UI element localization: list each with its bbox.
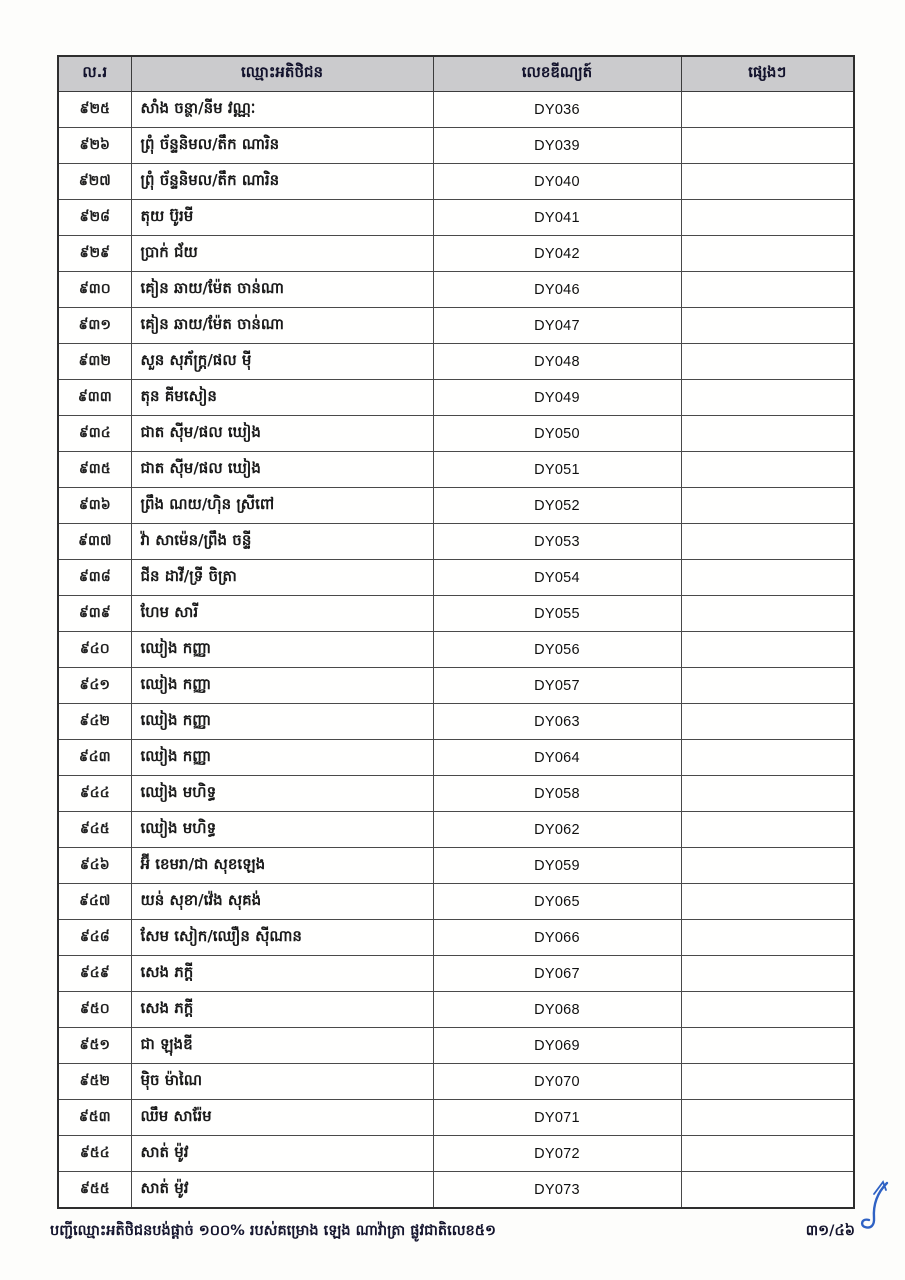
customer-name: សាត់ ម៉ូវ [131, 1136, 433, 1172]
row-number: ៩៤៧ [58, 884, 131, 920]
dy-code: DY068 [433, 992, 681, 1028]
remark-cell [681, 1172, 854, 1209]
page-footer [50, 1222, 855, 1243]
row-number: ៩៣៧ [58, 524, 131, 560]
dy-code: DY064 [433, 740, 681, 776]
customer-name: ជាត ស៊ីម/ផល ឃៀង [131, 452, 433, 488]
customer-name: ជា ឡុងឌី [131, 1028, 433, 1064]
dy-code: DY072 [433, 1136, 681, 1172]
table-row [58, 992, 854, 1028]
header-row [58, 56, 854, 92]
remark-cell [681, 704, 854, 740]
customer-name: ឈៀង កញ្ញា [131, 668, 433, 704]
dy-code: DY053 [433, 524, 681, 560]
row-number: ៩៣១ [58, 308, 131, 344]
table-row [58, 776, 854, 812]
customer-name: ជីន ដាវី/ទ្រី ចិត្រា [131, 560, 433, 596]
remark-cell [681, 380, 854, 416]
customer-name: វ៉ា សាម៉េន/ព្រឹង ចន្ទី [131, 524, 433, 560]
table-row [58, 488, 854, 524]
table-row [58, 704, 854, 740]
remark-cell [681, 92, 854, 128]
customer-name: ឈៀង កញ្ញា [131, 740, 433, 776]
row-number: ៩៤៦ [58, 848, 131, 884]
customer-name: អ៊ី ខេមរា/ជា សុខឡេង [131, 848, 433, 884]
customer-name: ព្រុំ ច័ន្ទនិមល/តឹក ណារិន [131, 128, 433, 164]
remark-cell [681, 200, 854, 236]
table-row [58, 1064, 854, 1100]
table-row [58, 524, 854, 560]
table-row [58, 884, 854, 920]
pen-scribble [845, 1180, 891, 1232]
row-number: ៩៤២ [58, 704, 131, 740]
row-number: ៩៣៣ [58, 380, 131, 416]
table-row [58, 164, 854, 200]
table-row [58, 1100, 854, 1136]
dy-code: DY040 [433, 164, 681, 200]
customer-name: ឈៀង មហិទ្ធ [131, 812, 433, 848]
row-number: ៩៥៣ [58, 1100, 131, 1136]
remark-cell [681, 1064, 854, 1100]
remark-cell [681, 956, 854, 992]
row-number: ៩៥១ [58, 1028, 131, 1064]
customer-name: ឈៀង កញ្ញា [131, 704, 433, 740]
customer-name: តុន គីមសៀន [131, 380, 433, 416]
row-number: ៩២៧ [58, 164, 131, 200]
table-row [58, 668, 854, 704]
customer-name: សេង ភក្តី [131, 992, 433, 1028]
table-row [58, 92, 854, 128]
row-number: ៩២៨ [58, 200, 131, 236]
customer-name: សេង ភក្តី [131, 956, 433, 992]
row-number: ៩៣៩ [58, 596, 131, 632]
remark-cell [681, 308, 854, 344]
dy-code: DY057 [433, 668, 681, 704]
table-header [58, 56, 854, 92]
dy-code: DY051 [433, 452, 681, 488]
dy-code: DY050 [433, 416, 681, 452]
row-number: ៩៤៩ [58, 956, 131, 992]
table-row [58, 956, 854, 992]
customer-name: ព្រឹង ណយ/ហ៊ិន ស្រីពៅ [131, 488, 433, 524]
table-row [58, 1028, 854, 1064]
customer-name: ព្រុំ ច័ន្ទនិមល/តឹក ណារិន [131, 164, 433, 200]
dy-code: DY059 [433, 848, 681, 884]
dy-code: DY036 [433, 92, 681, 128]
customer-table [57, 55, 855, 1209]
dy-code: DY066 [433, 920, 681, 956]
row-number: ៩២៩ [58, 236, 131, 272]
remark-cell [681, 920, 854, 956]
dy-code: DY071 [433, 1100, 681, 1136]
row-number: ៩៣៥ [58, 452, 131, 488]
customer-name: គៀន ឆាយ/ម៉ែត ចាន់ណា [131, 272, 433, 308]
dy-code: DY052 [433, 488, 681, 524]
customer-name: ឈៀង កញ្ញា [131, 632, 433, 668]
dy-code: DY058 [433, 776, 681, 812]
table-row [58, 308, 854, 344]
customer-name: ជាត ស៊ីម/ផល ឃៀង [131, 416, 433, 452]
table-row [58, 272, 854, 308]
table-row [58, 236, 854, 272]
table-row [58, 380, 854, 416]
column-header-remarks: ផ្សេងៗ [681, 56, 854, 92]
row-number: ៩៣៤ [58, 416, 131, 452]
dy-code: DY067 [433, 956, 681, 992]
table-row [58, 128, 854, 164]
row-number: ៩៥៤ [58, 1136, 131, 1172]
customer-name: យន់ សុខា/វ៉េង សុគង់ [131, 884, 433, 920]
remark-cell [681, 344, 854, 380]
customer-name: សែម សៀក/ឈឿន ស៊ីណាន [131, 920, 433, 956]
customer-name: ហែម សារី [131, 596, 433, 632]
customer-name: ឈឹម សារ៉ែម [131, 1100, 433, 1136]
row-number: ៩២៥ [58, 92, 131, 128]
dy-code: DY056 [433, 632, 681, 668]
page-number: ៣១/៤៦ [805, 1223, 855, 1239]
dy-code: DY055 [433, 596, 681, 632]
table-row [58, 560, 854, 596]
column-header-customer-name: ឈ្មោះអតិថិជន [131, 56, 433, 92]
dy-code: DY069 [433, 1028, 681, 1064]
dy-code: DY041 [433, 200, 681, 236]
table-row [58, 452, 854, 488]
remark-cell [681, 740, 854, 776]
dy-code: DY065 [433, 884, 681, 920]
row-number: ៩៣២ [58, 344, 131, 380]
row-number: ៩៣៦ [58, 488, 131, 524]
row-number: ៩៤៥ [58, 812, 131, 848]
customer-name: តុយ ប៊ូរមី [131, 200, 433, 236]
table-row [58, 848, 854, 884]
customer-name: សួន សុភ័ក្ត្រ/ផល ម៉ី [131, 344, 433, 380]
remark-cell [681, 452, 854, 488]
remark-cell [681, 236, 854, 272]
row-number: ៩៤០ [58, 632, 131, 668]
table-row [58, 344, 854, 380]
row-number: ៩៤១ [58, 668, 131, 704]
dy-code: DY054 [433, 560, 681, 596]
remark-cell [681, 812, 854, 848]
row-number: ៩៣៨ [58, 560, 131, 596]
dy-code: DY047 [433, 308, 681, 344]
dy-code: DY062 [433, 812, 681, 848]
row-number: ៩៤៨ [58, 920, 131, 956]
row-number: ៩២៦ [58, 128, 131, 164]
customer-name: ម៉ិច ម៉ាណៃ [131, 1064, 433, 1100]
customer-name: សាត់ ម៉ូវ [131, 1172, 433, 1209]
remark-cell [681, 272, 854, 308]
column-header-dy-code: លេខឌីណ្យត៍ [433, 56, 681, 92]
table-row [58, 740, 854, 776]
table-row [58, 1172, 854, 1209]
remark-cell [681, 128, 854, 164]
dy-code: DY070 [433, 1064, 681, 1100]
dy-code: DY063 [433, 704, 681, 740]
table-row [58, 596, 854, 632]
remark-cell [681, 488, 854, 524]
customer-name: ឈៀង មហិទ្ធ [131, 776, 433, 812]
table-row [58, 416, 854, 452]
dy-code: DY073 [433, 1172, 681, 1209]
row-number: ៩៤៤ [58, 776, 131, 812]
remark-cell [681, 164, 854, 200]
table-body [58, 92, 854, 1209]
row-number: ៩៣០ [58, 272, 131, 308]
remark-cell [681, 848, 854, 884]
table-row [58, 200, 854, 236]
customer-name: ប្រាក់ ជ័យ [131, 236, 433, 272]
remark-cell [681, 1136, 854, 1172]
remark-cell [681, 992, 854, 1028]
table-row [58, 1136, 854, 1172]
customer-name: គៀន ឆាយ/ម៉ែត ចាន់ណា [131, 308, 433, 344]
remark-cell [681, 560, 854, 596]
table-row [58, 632, 854, 668]
remark-cell [681, 776, 854, 812]
row-number: ៩៥០ [58, 992, 131, 1028]
remark-cell [681, 596, 854, 632]
remark-cell [681, 524, 854, 560]
remark-cell [681, 668, 854, 704]
row-number: ៩៥៥ [58, 1172, 131, 1209]
remark-cell [681, 632, 854, 668]
remark-cell [681, 416, 854, 452]
dy-code: DY042 [433, 236, 681, 272]
customer-name: សាំង ចន្ថា/នីម វណ្ណៈ [131, 92, 433, 128]
dy-code: DY039 [433, 128, 681, 164]
remark-cell [681, 884, 854, 920]
table-row [58, 920, 854, 956]
remark-cell [681, 1100, 854, 1136]
table-row [58, 812, 854, 848]
footer-title: បញ្ជីឈ្មោះអតិថិជនបង់ផ្តាច់ ១០០% របស់គម្រោង ឡេង ណាវ៉ាត្រា ផ្លូវជាតិលេខ៥១ [50, 1223, 496, 1239]
dy-code: DY046 [433, 272, 681, 308]
row-number: ៩៥២ [58, 1064, 131, 1100]
row-number: ៩៤៣ [58, 740, 131, 776]
dy-code: DY049 [433, 380, 681, 416]
remark-cell [681, 1028, 854, 1064]
column-header-number: ល.រ [58, 56, 131, 92]
dy-code: DY048 [433, 344, 681, 380]
